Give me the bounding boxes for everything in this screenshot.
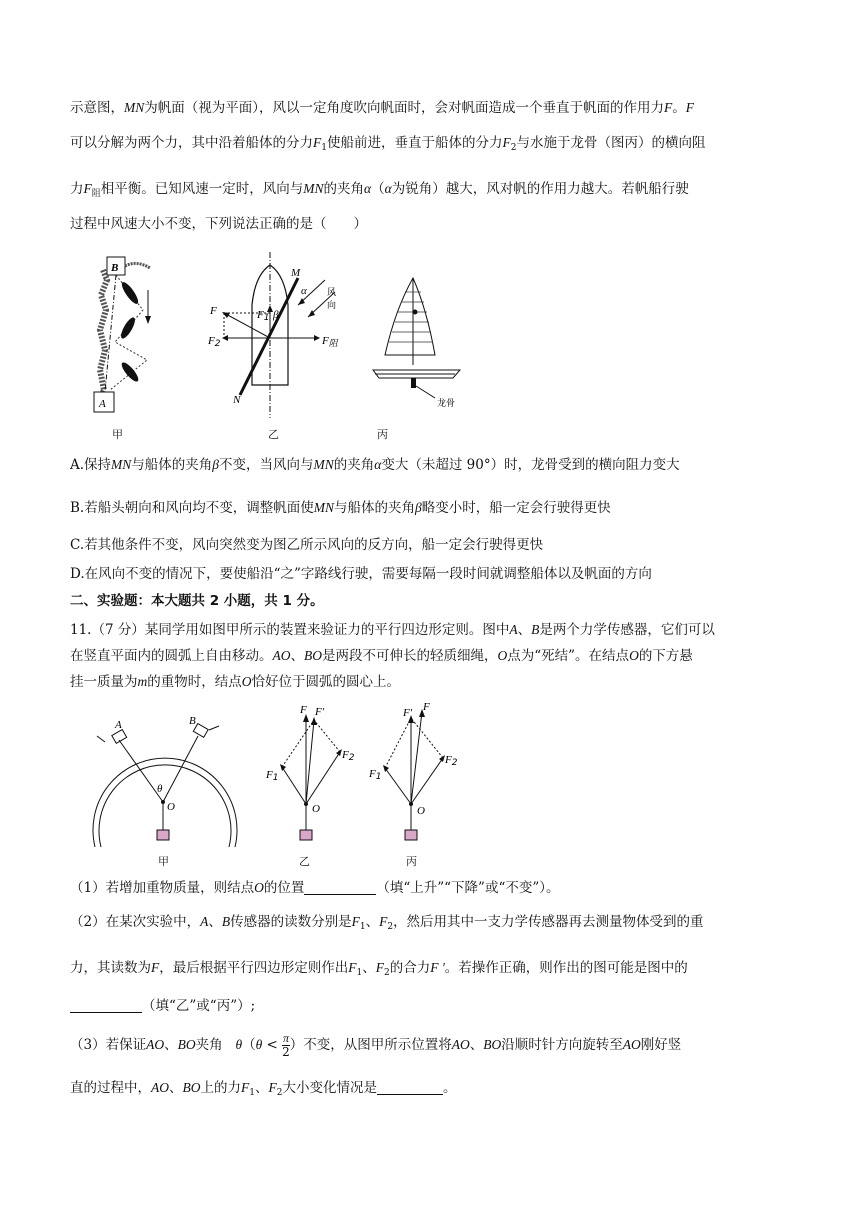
answer-blank-1[interactable] bbox=[304, 880, 376, 895]
theta-label: θ bbox=[157, 783, 163, 795]
force-Fzu-label: F阻 bbox=[322, 335, 338, 349]
q11-caption-yi: 乙 bbox=[299, 855, 310, 868]
q11-part-2-line-1: （2）在某次实验中，A、B传感器的读数分别是$F_1$、$F_2$，然后用其中一支力学传感器再去测量物体受到的重 bbox=[70, 914, 704, 932]
bing-F2-label: F2 bbox=[445, 754, 458, 768]
q11-figure-jia bbox=[85, 712, 245, 852]
keel-label: 龙骨 bbox=[437, 399, 456, 409]
force-F-label: F bbox=[210, 305, 217, 317]
sensor-A-label: A bbox=[115, 719, 122, 731]
q10-line-1: 示意图，MN为帆面（视为平面），风以一定角度吹向帆面时，会对帆面造成一个垂直于帆面的作用力F。F bbox=[70, 100, 694, 116]
q10-line-3: 力$F_阻$相平衡。已知风速一定时，风向与MN的夹角α（α为锐角）越大，风对帆的作用力越大。若帆船行驶 bbox=[70, 181, 689, 199]
yi-Fprime-label: F' bbox=[315, 706, 325, 718]
q10-line-2: 可以分解为两个力，其中沿着船体的分力$F_1$使船前进，垂直于船体的分力$F_2$与水施于龙骨（图丙）的横向阻 bbox=[70, 135, 706, 153]
q11-part-2-line-3: （填“乙”或“丙”）; bbox=[70, 996, 795, 1016]
yi-F-label: F bbox=[300, 704, 307, 716]
q11-figure-yi bbox=[260, 702, 360, 852]
q11-line-1: 11.（7 分）某同学用如图甲所示的装置来验证力的平行四边形定则。图中A、B是两个力学传感器，它们可以 bbox=[70, 622, 715, 638]
yi-F1-label: F1 bbox=[266, 769, 279, 783]
q11-caption-bing: 丙 bbox=[406, 855, 417, 868]
yi-F2-label: F2 bbox=[342, 749, 355, 763]
q11-part-3-line-1: （3）若保证AO、BO夹角 θ（θ < $\frac{\pi}{2}$ ）不变，从图甲所示位置将AO、BO沿顺时针方向旋转至AO刚好竖 bbox=[70, 1031, 682, 1059]
answer-blank-2[interactable] bbox=[70, 998, 142, 1013]
answer-blank-3[interactable] bbox=[377, 1080, 443, 1095]
q10-figure-bing bbox=[365, 270, 475, 420]
q10-caption-bing: 丙 bbox=[377, 428, 388, 441]
force-F2-label: F2 bbox=[208, 335, 221, 349]
q11-part-1: （1）若增加重物质量，则结点O的位置 （填“上升”“下降”或“不变”）。 bbox=[70, 880, 560, 896]
bing-Fprime-label: F' bbox=[403, 707, 413, 719]
q10-option-B[interactable]: B.若船头朝向和风向均不变，调整帆面使MN与船体的夹角β略变小时，船一定会行驶得更快 bbox=[70, 500, 611, 516]
section-heading: 二、实验题：本大题共 2 小题，共 1 分。 bbox=[70, 593, 324, 609]
point-B-label: B bbox=[111, 262, 119, 274]
sail-M-label: M bbox=[291, 267, 301, 279]
q11-line-2: 在竖直平面内的圆弧上自由移动。AO、BO是两段不可伸长的轻质细绳，O点为“死结”。在结点O的下方悬 bbox=[70, 648, 693, 664]
q10-option-D[interactable]: D.在风向不变的情况下，要使船沿“之”字路线行驶，需要每隔一段时间就调整船体以及帆面的方向 bbox=[70, 566, 652, 582]
sensor-B-label: B bbox=[189, 715, 196, 727]
q11-line-3: 挂一质量为m的重物时，结点O恰好位于圆弧的圆心上。 bbox=[70, 674, 400, 690]
alpha-label: α bbox=[301, 285, 307, 297]
q11-figure-bing bbox=[365, 702, 465, 852]
q10-line-4: 过程中风速大小不变，下列说法正确的是（ ） bbox=[70, 216, 367, 232]
q10-figure-yi bbox=[200, 250, 350, 420]
bing-O-label: O bbox=[417, 805, 425, 817]
yi-O-label: O bbox=[312, 803, 320, 815]
pi-over-2-fraction: $\frac{\pi}{2}$ bbox=[282, 1031, 290, 1059]
q10-option-C[interactable]: C.若其他条件不变，风向突然变为图乙所示风向的反方向，船一定会行驶得更快 bbox=[70, 537, 544, 553]
q10-option-A[interactable]: A.保持MN与船体的夹角β不变，当风向与MN的夹角α变大（未超过 90°）时，龙骨受到的横向阻力变大 bbox=[70, 457, 680, 473]
beta-label: β bbox=[273, 309, 279, 321]
q10-figure-jia bbox=[85, 250, 175, 420]
q11-caption-jia: 甲 bbox=[158, 855, 169, 868]
q10-caption-yi: 乙 bbox=[268, 428, 279, 441]
wind-label-1: 风 bbox=[327, 288, 337, 298]
force-F1-label: F1 bbox=[257, 309, 270, 323]
q10-caption-jia: 甲 bbox=[112, 428, 123, 441]
q11-part-2-line-2: 力，其读数为F，最后根据平行四边形定则作出$F_1$、$F_2$的合力F '。若操作正确，则作出的图可能是图中的 bbox=[70, 960, 688, 978]
bing-F1-label: F1 bbox=[369, 768, 382, 782]
sail-N-label: N bbox=[233, 394, 241, 406]
wind-label-2: 向 bbox=[327, 301, 337, 311]
q11-part-3-line-2: 直的过程中，AO、BO上的力$F_1$、$F_2$大小变化情况是 。 bbox=[70, 1080, 457, 1098]
bing-F-label: F bbox=[423, 702, 430, 713]
point-A-label: A bbox=[99, 398, 106, 410]
knot-O-label: O bbox=[167, 801, 175, 813]
